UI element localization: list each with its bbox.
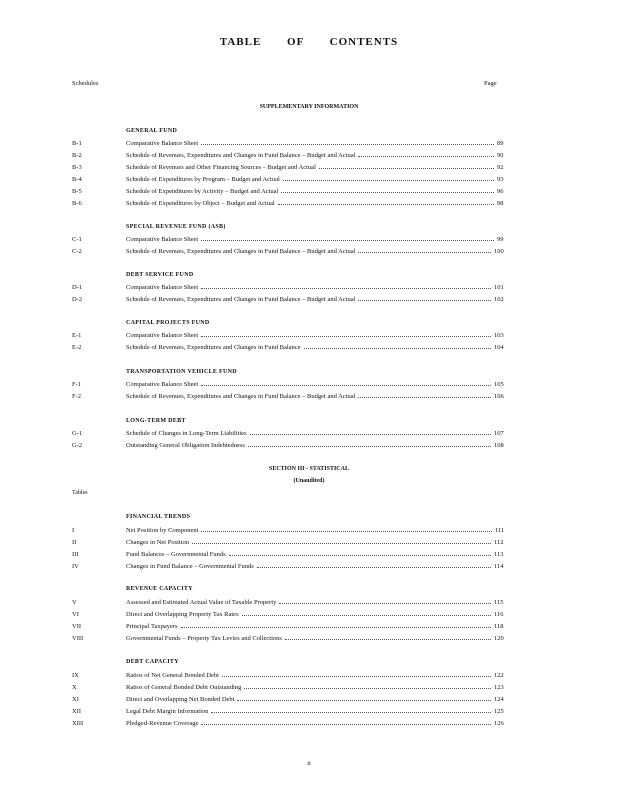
entry-page-number: 120 bbox=[494, 635, 504, 642]
toc-entry[interactable] bbox=[72, 719, 504, 728]
toc-entry[interactable] bbox=[72, 683, 504, 692]
entry-code: C-1 bbox=[72, 236, 82, 243]
dot-leader bbox=[358, 252, 491, 253]
schedules-label: Schedules bbox=[72, 80, 99, 87]
entry-code: G-2 bbox=[72, 442, 83, 449]
entry-description: Changes in Net Position bbox=[126, 539, 190, 546]
toc-entry[interactable] bbox=[72, 139, 504, 148]
group-heading: LONG-TERM DEBT bbox=[126, 418, 186, 424]
entry-description: Changes in Fund Balance – Governmental Funds bbox=[126, 563, 254, 570]
toc-entry[interactable] bbox=[72, 283, 504, 292]
group-heading: CAPITAL PROJECTS FUND bbox=[126, 320, 210, 326]
toc-entry[interactable] bbox=[72, 622, 504, 631]
dot-leader bbox=[304, 348, 491, 349]
entry-page-number: 106 bbox=[494, 393, 504, 400]
entry-description: Schedule of Revenues, Expenditures and Changes in Fund Balance bbox=[126, 344, 301, 351]
dot-leader bbox=[201, 240, 494, 241]
dot-leader bbox=[285, 639, 491, 640]
toc-entry[interactable] bbox=[72, 526, 504, 535]
dot-leader bbox=[201, 385, 491, 386]
dot-leader bbox=[358, 156, 494, 157]
entry-description: Pledged-Revenue Coverage bbox=[126, 720, 199, 727]
entry-page-number: 98 bbox=[497, 200, 504, 207]
entry-description: Comparative Balance Sheet bbox=[126, 284, 199, 291]
entry-description: Legal Debt Margin Information bbox=[126, 708, 209, 715]
group-heading: DEBT CAPACITY bbox=[126, 659, 179, 665]
toc-entry[interactable] bbox=[72, 538, 504, 547]
entry-code: D-1 bbox=[72, 284, 83, 291]
dot-leader bbox=[237, 700, 491, 701]
entry-description: Comparative Balance Sheet bbox=[126, 381, 199, 388]
entry-page-number: 90 bbox=[497, 152, 504, 159]
dot-leader bbox=[250, 434, 491, 435]
entry-description: Ratios of General Bonded Debt Outstanding bbox=[126, 684, 242, 691]
entry-description: Net Position by Component bbox=[126, 527, 199, 534]
group-heading: GENERAL FUND bbox=[126, 128, 178, 134]
entry-code: X bbox=[72, 684, 77, 691]
entry-description: Assessed and Estimated Actual Value of Taxable Property bbox=[126, 599, 277, 606]
dot-leader bbox=[181, 627, 491, 628]
entry-description: Schedule of Revenues, Expenditures and Changes in Fund Balance – Budget and Actual bbox=[126, 152, 356, 159]
dot-leader bbox=[257, 567, 491, 568]
entry-description: Comparative Balance Sheet bbox=[126, 332, 199, 339]
entry-page-number: 122 bbox=[494, 672, 504, 679]
dot-leader bbox=[319, 168, 494, 169]
entry-page-number: 92 bbox=[497, 164, 504, 171]
entry-page-number: 125 bbox=[494, 708, 504, 715]
entry-description: Direct and Overlapping Property Tax Rates bbox=[126, 611, 239, 618]
entry-code: IV bbox=[72, 563, 79, 570]
dot-leader bbox=[248, 446, 491, 447]
dot-leader bbox=[201, 336, 491, 337]
toc-entry[interactable] bbox=[72, 441, 504, 450]
dot-leader bbox=[192, 543, 491, 544]
toc-entry[interactable] bbox=[72, 295, 504, 304]
dot-leader bbox=[283, 180, 494, 181]
entry-page-number: 114 bbox=[494, 563, 504, 570]
entry-code: XIII bbox=[72, 720, 84, 727]
entry-description: Schedule of Revenues, Expenditures and Changes in Fund Balance – Budget and Actual bbox=[126, 296, 356, 303]
entry-page-number: 126 bbox=[494, 720, 504, 727]
entry-description: Principal Taxpayers bbox=[126, 623, 178, 630]
entry-code: B-6 bbox=[72, 200, 82, 207]
toc-entry[interactable] bbox=[72, 707, 504, 716]
entry-code: G-1 bbox=[72, 430, 83, 437]
entry-code: XI bbox=[72, 696, 79, 703]
entry-page-number: 100 bbox=[494, 248, 504, 255]
toc-entry[interactable] bbox=[72, 199, 504, 208]
toc-entry[interactable] bbox=[72, 695, 504, 704]
entry-code: III bbox=[72, 551, 79, 558]
entry-page-number: 115 bbox=[494, 599, 504, 606]
group-heading: FINANCIAL TRENDS bbox=[126, 514, 191, 520]
dot-leader bbox=[358, 397, 491, 398]
entry-description: Schedule of Expenditures by Activity – Budget and Actual bbox=[126, 188, 279, 195]
dot-leader bbox=[229, 555, 491, 556]
group-heading: DEBT SERVICE FUND bbox=[126, 272, 194, 278]
group-heading: TRANSPORTATION VEHICLE FUND bbox=[126, 369, 237, 375]
group-heading: SPECIAL REVENUE FUND (ASB) bbox=[126, 224, 226, 230]
section3-subheading: (Unaudited) bbox=[293, 478, 325, 484]
entry-page-number: 111 bbox=[495, 527, 505, 534]
entry-page-number: 104 bbox=[494, 344, 504, 351]
entry-description: Schedule of Revenues, Expenditures and Changes in Fund Balance – Budget and Actual bbox=[126, 393, 356, 400]
page-column-label: Page bbox=[484, 80, 497, 87]
entry-description: Ratios of Net General Bonded Debt bbox=[126, 672, 219, 679]
page-title: TABLE OF CONTENTS bbox=[219, 36, 399, 48]
entry-page-number: 124 bbox=[494, 696, 504, 703]
entry-page-number: 101 bbox=[494, 284, 504, 291]
entry-code: E-2 bbox=[72, 344, 82, 351]
dot-leader bbox=[281, 192, 494, 193]
entry-page-number: 96 bbox=[497, 188, 504, 195]
supplementary-heading: SUPPLEMENTARY INFORMATION bbox=[259, 104, 359, 110]
toc-entry[interactable] bbox=[72, 671, 504, 680]
entry-page-number: 107 bbox=[494, 430, 504, 437]
toc-entry[interactable] bbox=[72, 175, 504, 184]
entry-code: IX bbox=[72, 672, 79, 679]
toc-entry[interactable] bbox=[72, 610, 504, 619]
toc-entry[interactable] bbox=[72, 151, 504, 160]
entry-description: Comparative Balance Sheet bbox=[126, 236, 199, 243]
toc-entry[interactable] bbox=[72, 163, 504, 172]
group-heading: REVENUE CAPACITY bbox=[126, 586, 193, 592]
entry-page-number: 93 bbox=[497, 176, 504, 183]
entry-page-number: 105 bbox=[494, 381, 504, 388]
dot-leader bbox=[279, 603, 491, 604]
entry-page-number: 99 bbox=[497, 236, 504, 243]
entry-code: C-2 bbox=[72, 248, 82, 255]
entry-code: B-3 bbox=[72, 164, 82, 171]
dot-leader bbox=[201, 724, 491, 725]
entry-description: Schedule of Expenditures by Program – Budget and Actual bbox=[126, 176, 280, 183]
entry-page-number: 108 bbox=[494, 442, 504, 449]
toc-entry[interactable] bbox=[72, 550, 504, 559]
entry-code: E-1 bbox=[72, 332, 82, 339]
dot-leader bbox=[201, 144, 494, 145]
entry-code: B-2 bbox=[72, 152, 82, 159]
entry-code: XII bbox=[72, 708, 82, 715]
toc-entry[interactable] bbox=[72, 343, 504, 352]
entry-page-number: 89 bbox=[497, 140, 504, 147]
entry-code: F-2 bbox=[72, 393, 82, 400]
entry-page-number: 102 bbox=[494, 296, 504, 303]
dot-leader bbox=[358, 300, 491, 301]
toc-entry[interactable] bbox=[72, 331, 504, 340]
entry-page-number: 118 bbox=[494, 623, 504, 630]
entry-page-number: 103 bbox=[494, 332, 504, 339]
dot-leader bbox=[201, 531, 492, 532]
tables-label: Tables bbox=[72, 490, 88, 496]
entry-page-number: 123 bbox=[494, 684, 504, 691]
entry-code: B-5 bbox=[72, 188, 82, 195]
dot-leader bbox=[222, 676, 491, 677]
dot-leader bbox=[201, 288, 491, 289]
entry-code: B-4 bbox=[72, 176, 82, 183]
dot-leader bbox=[242, 615, 491, 616]
entry-description: Schedule of Revenues, Expenditures and Changes in Fund Balance – Budget and Actual bbox=[126, 248, 356, 255]
entry-description: Direct and Overlapping Net Bonded Debt bbox=[126, 696, 235, 703]
entry-code: F-1 bbox=[72, 381, 82, 388]
section3-heading: SECTION III - STATISTICAL bbox=[269, 466, 349, 472]
entry-description: Comparative Balance Sheet bbox=[126, 140, 199, 147]
entry-code: VII bbox=[72, 623, 82, 630]
entry-description: Schedule of Revenues and Other Financing Sources – Budget and Actual bbox=[126, 164, 316, 171]
entry-description: Schedule of Changes in Long-Term Liabilities bbox=[126, 430, 247, 437]
entry-description: Schedule of Expenditures by Object – Budget and Actual bbox=[126, 200, 275, 207]
toc-entry[interactable] bbox=[72, 598, 504, 607]
entry-page-number: 112 bbox=[494, 539, 504, 546]
toc-entry[interactable] bbox=[72, 634, 504, 643]
toc-entry[interactable] bbox=[72, 380, 504, 389]
toc-entry[interactable] bbox=[72, 392, 504, 401]
toc-entry[interactable] bbox=[72, 429, 504, 438]
entry-description: Outstanding General Obligation Indebtedness bbox=[126, 442, 245, 449]
toc-entry[interactable] bbox=[72, 247, 504, 256]
entry-code: D-2 bbox=[72, 296, 83, 303]
entry-page-number: 113 bbox=[494, 551, 504, 558]
toc-entry[interactable] bbox=[72, 562, 504, 571]
entry-code: B-1 bbox=[72, 140, 82, 147]
dot-leader bbox=[244, 688, 491, 689]
entry-description: Governmental Funds – Property Tax Levies and Collections bbox=[126, 635, 282, 642]
entry-description: Fund Balances – Governmental Funds bbox=[126, 551, 226, 558]
entry-code: VI bbox=[72, 611, 79, 618]
footer-page-number: ii bbox=[307, 760, 311, 767]
entry-code: II bbox=[72, 539, 77, 546]
entry-code: I bbox=[72, 527, 75, 534]
dot-leader bbox=[278, 204, 494, 205]
dot-leader bbox=[211, 712, 491, 713]
entry-code: V bbox=[72, 599, 77, 606]
toc-entry[interactable] bbox=[72, 187, 504, 196]
toc-entry[interactable] bbox=[72, 235, 504, 244]
entry-page-number: 116 bbox=[494, 611, 504, 618]
entry-code: VIII bbox=[72, 635, 84, 642]
